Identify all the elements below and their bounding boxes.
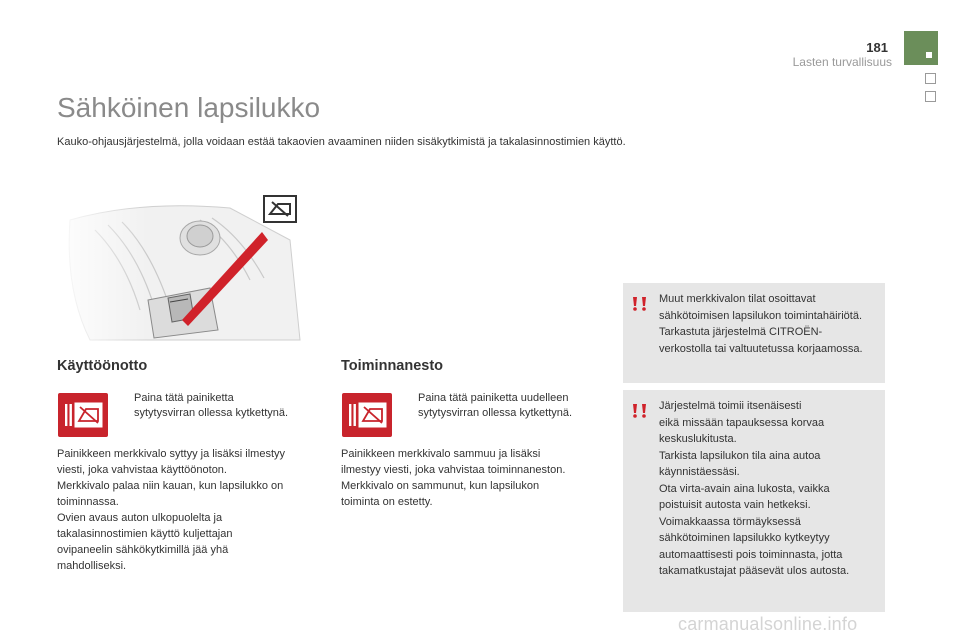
page-number: 181 — [866, 40, 888, 55]
activation-body: Painikkeen merkkivalo syttyy ja lisäksi ilmestyy viesti, joka vahvistaa käyttöönoton. Merkkivalo palaa niin kauan, kun lapsilukko on toiminnassa. Ovien avaus auton ulkopuolelta ja takalasinnostimien käyttö kuljettajan ovipaneelin sähkökytkimillä jää yhä mahdolliseksi. — [57, 448, 286, 572]
tab-marker — [926, 52, 932, 58]
warning-notice: Muut merkkivalon tilat osoittavat sähkötoimisen lapsilukon toimintahäiriötä. Tarkastuta järjestelmä CITROËN- verkostolla tai valtuutetussa korjaamossa. — [623, 283, 885, 383]
activation-instruction: Paina tätä painiketta sytytysvirran ollessa kytkettynä. — [134, 392, 289, 419]
page-title: Sähköinen lapsilukko — [57, 92, 321, 123]
child-lock-button-icon — [58, 393, 108, 437]
deactivation-instruction: Paina tätä painiketta uudelleen sytytysvirran ollessa kytkettynä. — [418, 392, 573, 419]
child-lock-icon — [342, 393, 392, 437]
watermark: carmanualsonline.info — [678, 614, 858, 634]
chapter-tab-empty[interactable] — [925, 91, 936, 102]
chapter-tab[interactable] — [904, 31, 938, 65]
deactivation-body: Painikkeen merkkivalo sammuu ja lisäksi ilmestyy viesti, joka vahvistaa toiminnaneston. Merkkivalo on sammunut, kun lapsilukon toiminta on estetty. — [341, 448, 566, 508]
chapter-title: Lasten turvallisuus — [792, 55, 892, 69]
warning-icon — [631, 402, 649, 420]
child-lock-icon — [58, 393, 108, 437]
intro-text: Kauko-ohjausjärjestelmä, jolla voidaan estää takaovien avaaminen niiden sisäkytkimistä ja takalasinnostimien käyttö. — [57, 136, 626, 148]
deactivation-heading: Toiminnanesto — [341, 358, 444, 374]
door-panel-illustration — [50, 180, 330, 350]
warning-icon — [631, 295, 649, 313]
info-notice: Järjestelmä toimii itsenäisesti eikä missään tapauksessa korvaa keskuslukitusta. Tarkista lapsilukon tila aina autoa käynnistäessäsi. Ota virta-avain aina lukosta, vaikka poistuisit autosta vain hetkeksi. Voimakkaassa törmäyksessä sähkötoiminen lapsilukko kytkeytyy automaattisesti pois toiminnasta, jotta takamatkustajat pääsevät ulos autosta. — [623, 390, 885, 612]
chapter-tab-empty[interactable] — [925, 73, 936, 84]
activation-heading: Käyttöönotto — [57, 358, 148, 374]
child-lock-button-icon — [342, 393, 392, 437]
